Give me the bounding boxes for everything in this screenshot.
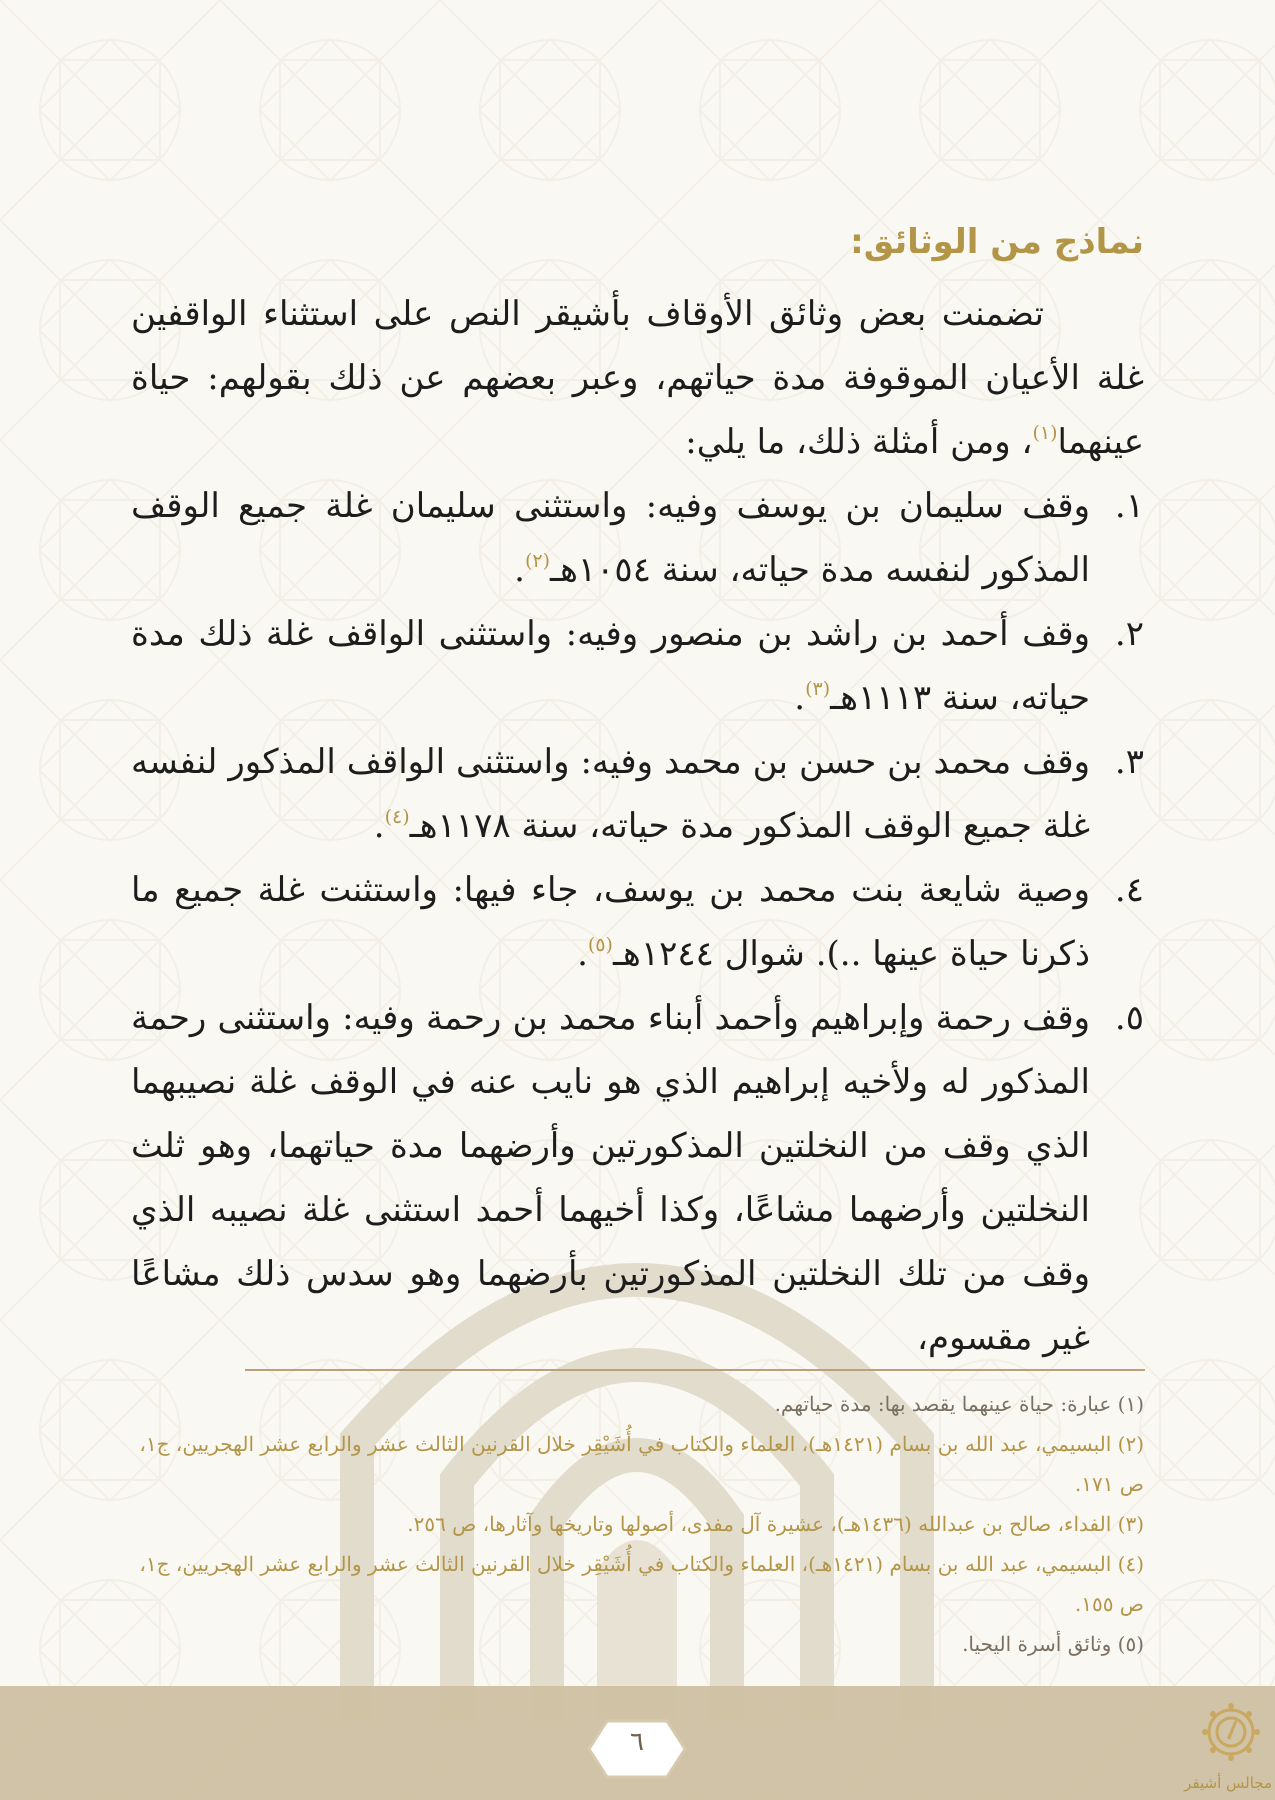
section-heading: نماذج من الوثائق: — [850, 222, 1144, 262]
footnote-5: (٥) وثائق أسرة اليحيا. — [962, 1632, 1144, 1656]
item-number: ٣. — [1114, 742, 1144, 782]
footnote-ref: (٢) — [524, 550, 551, 572]
item-text: وقف محمد بن حسن بن محمد وفيه: واستثنى الواقف المذكور لنفسه غلة جميع الوقف المذكور مدة حياته، سنة ١١٧٨هـ — [131, 742, 1090, 846]
intro-text: تضمنت بعض وثائق الأوقاف بأشيقر النص على استثناء الواقفين غلة الأعيان الموقوفة مدة حياتهم، وعبر بعضهم عن ذلك بقولهم: حياة عينهما — [131, 294, 1144, 462]
footnote-ref: (١) — [1032, 422, 1058, 444]
footnote-3: (٣) الفداء، صالح بن عبدالله (١٤٣٦هـ)، عشيرة آل مفدى، أصولها وتاريخها وآثارها، ص ٢٥٦. — [407, 1512, 1144, 1536]
item-text: وقف أحمد بن راشد بن منصور وفيه: واستثنى الواقف غلة ذلك مدة حياته، سنة ١١١٣هـ — [131, 614, 1090, 718]
item-end: . — [373, 806, 385, 846]
footnote-1: (١) عبارة: حياة عينهما يقصد بها: مدة حياتهم. — [774, 1392, 1144, 1416]
intro-text-end: ، ومن أمثلة ذلك، ما يلي: — [685, 422, 1033, 462]
item-text: وقف سليمان بن يوسف وفيه: واستثنى سليمان غلة جميع الوقف المذكور لنفسه مدة حياته، سنة ١٠٥٤هـ — [131, 486, 1090, 590]
item-text: وقف رحمة وإبراهيم وأحمد أبناء محمد بن رحمة وفيه: واستثنى رحمة المذكور له ولأخيه إبراهيم الذي هو نايب عنه في الوقف غلة نصيبهما الذي وقف من النخلتين المذكورتين وأرضهما مدة حياتهما، وهو ثلث النخلتين وأرضهما مشاعًا، وكذا أخيهما أحمد استثنى غلة نصيبه الذي وقف من تلك النخلتين المذكورتين بأرضهما وهو سدس ذلك مشاعًا غير مقسوم، — [131, 998, 1090, 1358]
footnote-divider — [245, 1369, 1145, 1371]
item-end: . — [577, 934, 588, 974]
list-item — [131, 474, 1144, 602]
footnotes — [124, 1384, 1144, 1664]
list-item — [131, 858, 1144, 986]
item-text: وصية شايعة بنت محمد بن يوسف، جاء فيها: واستثنت غلة جميع ما ذكرنا حياة عينها ..). شوال ١٢٤٤هـ — [131, 870, 1090, 974]
intro-paragraph — [131, 282, 1144, 474]
logo-text: مجالس أشيقر — [1184, 1774, 1272, 1792]
footnote-ref: (٤) — [384, 806, 410, 828]
item-number: ٥. — [1114, 998, 1144, 1038]
list-item — [131, 730, 1144, 858]
documents-list — [131, 474, 1144, 1370]
list-item — [131, 602, 1144, 730]
footnote-4: (٤) البسيمي، عبد الله بن بسام (١٤٢١هـ)، العلماء والكتاب في أُشَيْقِر خلال القرنين الثالث عشر والرابع عشر الهجريين، ج١، ص ١٥٥. — [139, 1552, 1144, 1616]
item-number: ٤. — [1114, 870, 1144, 910]
list-item — [131, 986, 1144, 1370]
footnote-ref: (٥) — [587, 934, 613, 956]
footnote-ref: (٣) — [805, 678, 831, 700]
page-number: ٦ — [630, 1727, 644, 1757]
item-end: . — [514, 550, 525, 590]
body-text — [131, 282, 1144, 1370]
item-number: ١. — [1114, 486, 1144, 526]
item-end: . — [794, 678, 806, 718]
item-number: ٢. — [1114, 614, 1144, 654]
footnote-2: (٢) البسيمي، عبد الله بن بسام (١٤٢١هـ)، العلماء والكتاب في أُشَيْقِر خلال القرنين الثالث عشر والرابع عشر الهجريين، ج١، ص ١٧١. — [139, 1432, 1144, 1496]
